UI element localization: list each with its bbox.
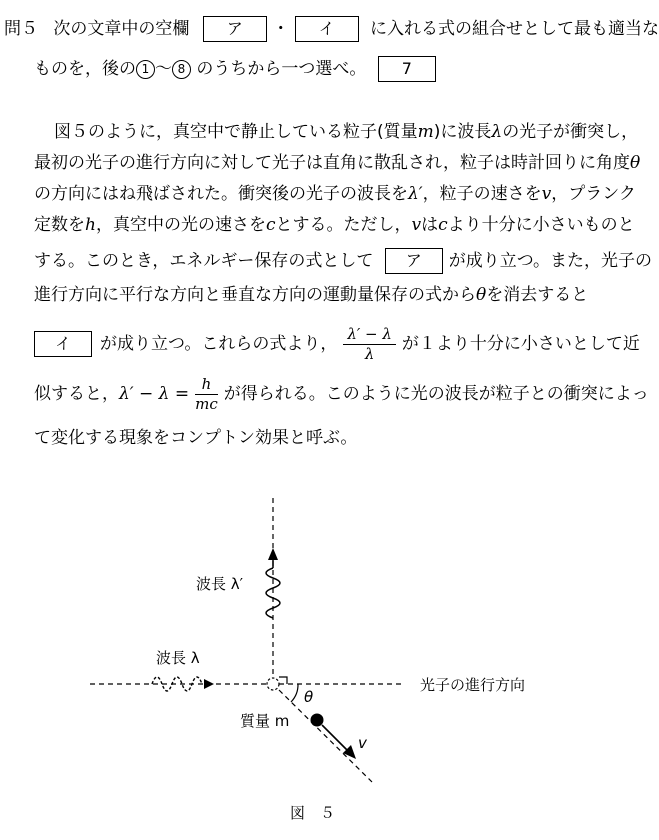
question-intro-b: に入れる式の組合せとして最も適当な	[370, 19, 659, 39]
blank-i-box: イ	[295, 16, 359, 42]
body-text: を消去すると	[486, 285, 589, 305]
question-line2-a: ものを，後の	[34, 59, 136, 79]
fraction-numerator: λ′ − λ	[343, 325, 396, 345]
body-text: の光子が衝突し，	[502, 122, 639, 142]
body-text: )に波長	[433, 122, 492, 142]
label-wavelength: 波長 λ	[156, 649, 200, 667]
body-text: が得られる。このように光の波長が粒子との衝突によっ	[223, 384, 649, 404]
choice-last-circle: 8	[172, 60, 191, 79]
body-text: が１より十分に小さいとして近	[401, 334, 640, 354]
var-m: m	[417, 122, 434, 142]
body-text: 似すると，	[34, 384, 119, 404]
body-text: は	[421, 215, 439, 235]
label-velocity: v	[358, 734, 367, 752]
var-v: v	[411, 215, 422, 235]
var-c: c	[265, 215, 276, 235]
fraction-denominator: λ	[364, 344, 375, 363]
var-theta: θ	[630, 153, 641, 173]
body-text: とする。ただし，	[275, 215, 412, 235]
body-text: する。このとき，エネルギー保存の式として	[34, 251, 374, 271]
answer-box: 7	[378, 56, 436, 82]
label-theta: θ	[304, 688, 314, 706]
var-v: v	[541, 184, 552, 204]
scattered-arrow-head	[268, 548, 278, 560]
initial-particle-position	[267, 678, 279, 690]
label-photon-direction: 光子の進行方向	[420, 676, 526, 694]
separator-dot: ・	[272, 19, 290, 39]
equation-lhs: λ′ − λ =	[119, 384, 190, 404]
question-intro: 次の文章中の空欄	[53, 19, 190, 39]
body-text: 図５のように，真空中で静止している粒子(質量	[54, 122, 418, 142]
body-text: が成り立つ。また，光子の	[448, 251, 653, 271]
var-c: c	[438, 215, 448, 235]
question-number: 問５	[4, 19, 38, 39]
figure-caption: 図 ５	[290, 804, 336, 822]
body-text: より十分に小さいものと	[447, 215, 635, 235]
choice-first-circle: 1	[136, 60, 155, 79]
body-text: の方向にはね飛ばされた。衝突後の光子の波長を	[34, 184, 408, 204]
label-mass: 質量 m	[240, 712, 290, 730]
particle-mass-m	[311, 714, 324, 727]
body-text: ，プランク	[551, 184, 636, 204]
blank-a-box-inline: ア	[385, 248, 443, 274]
blank-a-box: ア	[203, 16, 267, 42]
question-line2-b: のうちから一つ選べ。	[196, 59, 367, 79]
body-text: て変化する現象をコンプトン効果と呼ぶ。	[34, 428, 358, 448]
body-text: 進行方向に平行な方向と垂直な方向の運動量保存の式から	[34, 285, 476, 305]
var-theta: θ	[476, 285, 487, 305]
fraction-numerator: h	[195, 375, 218, 395]
body-text: ，真空中の光の速さを	[95, 215, 266, 235]
var-h: h	[85, 215, 96, 235]
var-lambda: λ	[491, 122, 503, 142]
tilde: 〜	[155, 59, 172, 79]
body-text: 定数を	[34, 215, 85, 235]
label-wavelength-prime: 波長 λ′	[196, 575, 244, 593]
incident-photon-wave	[152, 677, 202, 691]
angle-arc	[291, 684, 298, 702]
right-angle-marker	[279, 677, 287, 684]
blank-i-box-inline: イ	[34, 331, 92, 357]
body-text: が成り立つ。これらの式より，	[100, 334, 338, 354]
incident-arrow-head	[204, 679, 214, 689]
fraction-denominator: mc	[195, 394, 218, 413]
body-text: ，粒子の速さを	[422, 184, 542, 204]
body-text: 最初の光子の進行方向に対して光子は直角に散乱され，粒子は時計回りに角度	[34, 153, 631, 173]
var-lambda-prime: λ′	[408, 184, 423, 204]
